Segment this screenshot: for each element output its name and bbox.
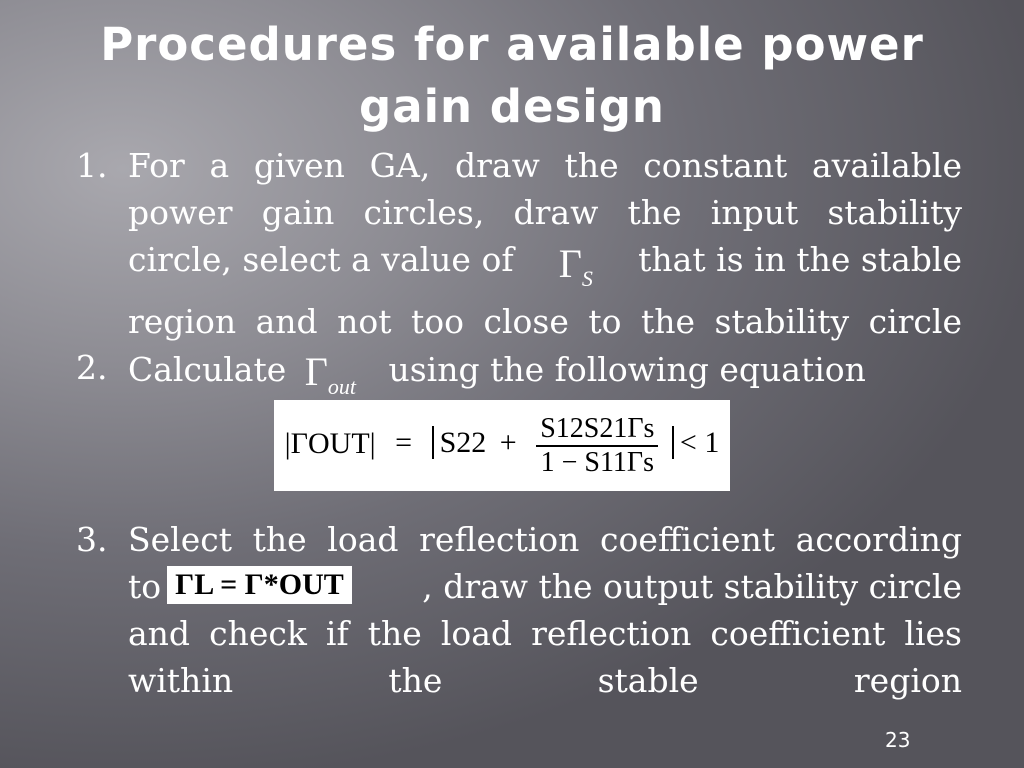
item3-line-3: and check if the load reflection coefficient lies bbox=[128, 614, 962, 653]
gamma-s-symbol bbox=[559, 240, 593, 302]
equation-denominator: 1 − S11Γs bbox=[540, 446, 655, 478]
gamma-glyph: Γ bbox=[558, 241, 582, 286]
item2-text-before: Calculate bbox=[128, 350, 287, 389]
slide-title bbox=[40, 14, 984, 138]
item1-line-4: region and not too close to the stability circle bbox=[128, 302, 962, 341]
equation-rhs: < 1 bbox=[672, 426, 719, 459]
gamma-out-equation bbox=[274, 400, 730, 491]
item1-line-1: For a given GA, draw the constant available bbox=[128, 146, 962, 185]
title-line-1: Procedures for available power bbox=[100, 18, 924, 71]
equation-fraction bbox=[536, 413, 658, 479]
gamma-l-equation: ΓL = Γ*OUT bbox=[167, 566, 352, 604]
page-number: 23 bbox=[885, 728, 911, 752]
list-item-3 bbox=[76, 516, 962, 704]
gamma-subscript: S bbox=[581, 266, 593, 291]
item1-line-3-a: circle, select a value of bbox=[128, 240, 514, 279]
gamma-subscript: out bbox=[327, 374, 356, 399]
item3-line-2-suffix: , draw the output stability circle bbox=[422, 567, 962, 606]
item1-line-2: power gain circles, draw the input stability bbox=[128, 193, 962, 232]
gamma-glyph: Γ bbox=[304, 349, 328, 394]
title-line-2: gain design bbox=[359, 80, 665, 133]
equation-s22: S22 bbox=[432, 426, 487, 459]
list-item-text bbox=[128, 516, 962, 704]
item2-text-after: using the following equation bbox=[388, 350, 866, 389]
list-item-number: 1. bbox=[76, 146, 108, 185]
item3-line-1: Select the load reflection coefficient according bbox=[128, 520, 962, 559]
list-item-2 bbox=[76, 344, 962, 406]
list-item-1 bbox=[76, 142, 962, 345]
equation-equals: = bbox=[395, 426, 413, 460]
item1-line-3 bbox=[128, 236, 962, 298]
item3-line-2-start bbox=[128, 563, 358, 610]
list-item-number: 2. bbox=[76, 348, 108, 387]
equation-text bbox=[285, 413, 720, 479]
equation-plus: + bbox=[499, 426, 517, 460]
item1-line-3-b: that is in the stable bbox=[638, 240, 962, 279]
list-item-text bbox=[128, 142, 962, 345]
item3-line-2 bbox=[128, 563, 962, 610]
equation-lhs: |ΓOUT| bbox=[284, 426, 376, 460]
list-item-text bbox=[128, 344, 962, 406]
item3-line-4: within the stable region bbox=[128, 661, 962, 700]
equation-numerator: S12S21Γs bbox=[536, 413, 658, 447]
item3-line-2-prefix: to bbox=[128, 567, 162, 606]
list-item-number: 3. bbox=[76, 520, 108, 559]
